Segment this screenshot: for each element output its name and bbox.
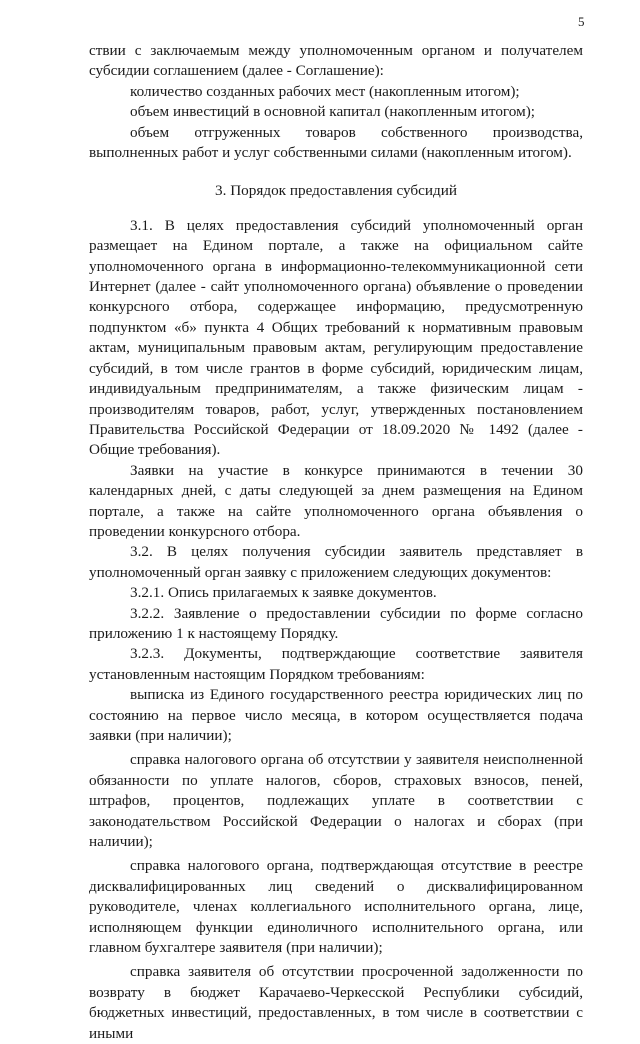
list-item-jobs: количество созданных рабочих мест (накопленным итогом); <box>130 82 520 100</box>
paragraph-3-2-3: 3.2.3. Документы, подтверждающие соответствие заявителя установленным настоящим Порядком требованиям: <box>89 645 583 683</box>
list-item-investments: объем инвестиций в основной капитал (накопленным итогом); <box>130 103 535 121</box>
list-item-egrul-extract: выписка из Единого государственного реестра юридических лиц по состоянию на первое число месяца, в котором осуществляется подача заявки (при наличии); <box>89 686 583 744</box>
list-item-disqualification-certificate: справка налогового органа, подтверждающая отсутствие в реестре дисквалифицированных лиц сведений о дисквалифицированном руководителе, членах коллегиального исполнительного органа, лице, исполняющем функции единоличного исполнительного органа, или главном бухгалтере заявителя (при наличии); <box>89 857 583 957</box>
list-item-tax-certificate: справка налогового органа об отсутствии у заявителя неисполненной обязанности по уплате налогов, сборов, страховых взносов, пеней, штрафов, процентов, подлежащих уплате в соответствии с законодательством Российской Федерации о налогах и сборах (при наличии); <box>89 751 583 851</box>
list-item-debt-certificate: справка заявителя об отсутствии просроченной задолженности по возврату в бюджет Карачаево-Черкесской Республики субсидий, бюджетных инвестиций, предоставленных, в том числе в соответствии с иными <box>89 963 583 1042</box>
paragraph-applications-period: Заявки на участие в конкурсе принимаются в течении 30 календарных дней, с даты следующей за днем размещения на Едином портале, а также на сайте уполномоченного органа объявления о проведении конкурсного отбора. <box>89 461 583 540</box>
document-body <box>89 41 583 1044</box>
paragraph-3-1: 3.1. В целях предоставления субсидий уполномоченный орган размещает на Едином портале, а также на официальном сайте уполномоченного органа в информационно-телекоммуникационной сети Интернет (далее - сайт уполномоченного органа) объявление о проведении конкурсного отбора, содержащее информацию, предусмотренную подпунктом «б» пункта 4 Общих требований к нормативным правовым актам, муниципальным правовым актам, регулирующим предоставление субсидий, в том числе грантов в форме субсидий, юридическим лицам, индивидуальным предпринимателям, а также физическим лицам - производителям товаров, работ, услуг, утвержденных постановлением Правительства Российской Федерации от 18.09.2020 № 1492 (далее - Общие требования). <box>89 216 583 459</box>
paragraph-3-2-2: 3.2.2. Заявление о предоставлении субсидии по форме согласно приложению 1 к настоящему Порядку. <box>89 604 583 642</box>
list-item-shipped-goods: объем отгруженных товаров собственного производства, выполненных работ и услуг собственными силами (накопленным итогом). <box>89 123 583 162</box>
section-heading: 3. Порядок предоставления субсидий <box>215 182 457 200</box>
paragraph-3-2-1: 3.2.1. Опись прилагаемых к заявке документов. <box>130 584 437 602</box>
paragraph-agreement-continuation: ствии с заключаемым между уполномоченным органом и получателем субсидии соглашением (далее - Соглашение): <box>89 42 583 80</box>
paragraph-3-2: 3.2. В целях получения субсидии заявитель представляет в уполномоченный орган заявку с приложением следующих документов: <box>89 543 583 581</box>
page-number: 5 <box>578 14 585 29</box>
